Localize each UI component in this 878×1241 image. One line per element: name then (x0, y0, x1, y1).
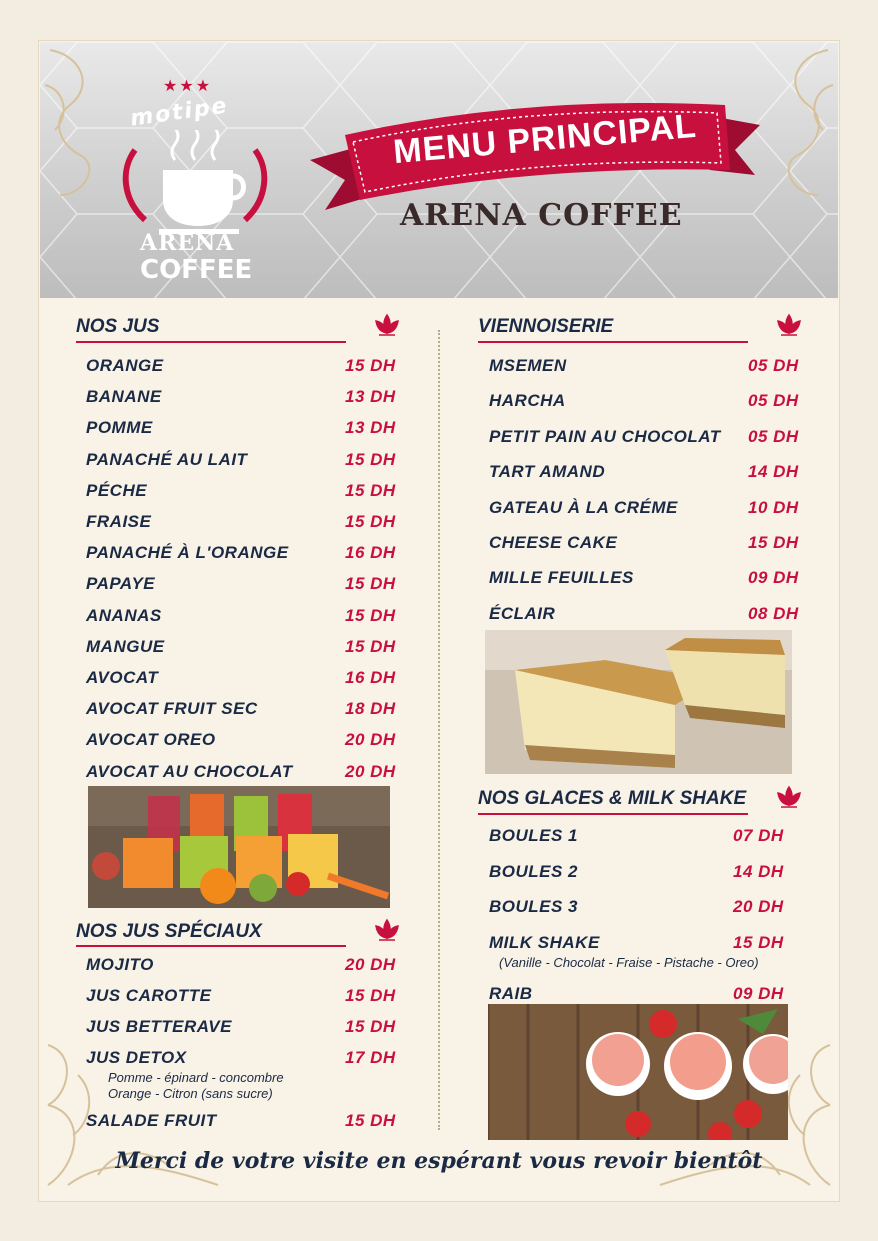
menu-item-price: 15 DH (345, 480, 396, 500)
menu-item-name: PAPAYE (86, 574, 156, 594)
page-title: MENU PRINCIPAL (391, 106, 699, 172)
lotus-icon (374, 918, 400, 942)
menu-item-note: Orange - Citron (sans sucre) (108, 1086, 273, 1101)
menu-item-price: 15 DH (733, 932, 784, 952)
menu-item-name: AVOCAT AU CHOCOLAT (86, 761, 293, 781)
menu-item-name: PETIT PAIN AU CHOCOLAT (489, 426, 721, 446)
menu-item-price: 15 DH (345, 574, 396, 594)
section-title-viennoiserie: VIENNOISERIE (478, 316, 614, 337)
cheesecake-photo (485, 630, 792, 774)
menu-item-price: 20 DH (733, 897, 784, 916)
menu-item-price: 20 DH (345, 955, 396, 974)
menu-item-name: MOJITO (86, 955, 154, 974)
menu-item-name: CHEESE CAKE (489, 533, 618, 552)
logo-word-arena: ARENA (140, 230, 235, 256)
lotus-icon (776, 313, 802, 337)
menu-item-price: 20 DH (345, 730, 396, 750)
menu-item-name: GATEAU À LA CRÉME (489, 497, 678, 517)
menu-item-name: SALADE FRUIT (86, 1111, 217, 1130)
menu-item-name: BOULES 2 (489, 861, 579, 881)
menu-item-name: JUS CAROTTE (86, 986, 212, 1005)
logo-top-text: motipe (128, 93, 231, 132)
section-title-nos-jus-speciaux: NOS JUS SPÉCIAUX (76, 921, 262, 942)
logo (115, 70, 275, 290)
menu-item-name: MILLE FEUILLES (489, 568, 634, 588)
menu-item-price: 15 DH (345, 1017, 396, 1036)
column-divider (438, 330, 440, 1130)
menu-item-price: 13 DH (345, 418, 396, 438)
lotus-icon (776, 785, 802, 809)
menu-item-price: 16 DH (345, 543, 396, 563)
menu-item-price: 05 DH (748, 356, 799, 375)
menu-item-name: BOULES 1 (489, 826, 579, 845)
section-title-nos-jus: NOS JUS (76, 316, 160, 337)
menu-item-price: 10 DH (748, 497, 799, 517)
menu-item-name: POMME (86, 418, 153, 438)
lotus-icon (374, 313, 400, 337)
menu-item-name: MILK SHAKE (489, 932, 600, 952)
menu-item-price: 15 DH (345, 356, 396, 375)
menu-item-name: ANANAS (86, 605, 162, 625)
menu-item-name: BANANE (86, 387, 162, 407)
menu-item-name: AVOCAT FRUIT SEC (86, 699, 258, 719)
logo-stars: ★★★ (163, 76, 213, 95)
menu-item-name: BOULES 3 (489, 897, 579, 916)
menu-item-name: PANACHÉ À L'ORANGE (86, 543, 289, 563)
menu-item-name: HARCHA (489, 391, 566, 411)
menu-item-note: (Vanille - Chocolat - Fraise - Pistache - Oreo) (499, 954, 759, 970)
juices-photo (88, 786, 390, 908)
section-title-glaces: NOS GLACES & MILK SHAKE (478, 788, 747, 809)
menu-item-name: FRAISE (86, 512, 152, 531)
menu-item-price: 17 DH (345, 1048, 396, 1067)
ice-cream-photo (488, 1004, 788, 1140)
menu-item-price: 16 DH (345, 668, 396, 687)
menu-item-name: AVOCAT OREO (86, 730, 216, 750)
menu-item-price: 15 DH (345, 605, 396, 625)
section-underline (76, 341, 346, 343)
menu-item-price: 05 DH (748, 391, 799, 411)
menu-item-price: 07 DH (733, 826, 784, 845)
menu-item-name: JUS DETOX (86, 1048, 187, 1067)
menu-item-price: 13 DH (345, 387, 396, 407)
menu-item-name: RAIB (489, 984, 533, 1003)
menu-item-price: 05 DH (748, 426, 799, 446)
menu-item-price: 15 DH (345, 449, 396, 469)
menu-item-price: 15 DH (345, 512, 396, 531)
menu-item-name: ORANGE (86, 356, 164, 375)
menu-item-name: AVOCAT (86, 668, 159, 687)
menu-item-name: ÉCLAIR (489, 603, 556, 623)
menu-item-price: 15 DH (345, 986, 396, 1005)
menu-item-price: 14 DH (748, 462, 799, 482)
section-underline (478, 341, 748, 343)
menu-item-note: Pomme - épinard - concombre (108, 1070, 284, 1085)
menu-item-price: 15 DH (748, 533, 799, 552)
menu-item-price: 15 DH (345, 636, 396, 656)
ornament-top-left (40, 45, 110, 205)
section-underline (76, 945, 346, 947)
logo-word-coffee: COFFEE (140, 255, 253, 285)
menu-item-name: JUS BETTERAVE (86, 1017, 232, 1036)
ornament-top-right (768, 45, 838, 205)
menu-item-price: 18 DH (345, 699, 396, 719)
menu-item-price: 20 DH (345, 761, 396, 781)
menu-item-price: 15 DH (345, 1111, 396, 1130)
menu-item-price: 14 DH (733, 861, 784, 881)
menu-item-name: MANGUE (86, 636, 165, 656)
footer-message: Merci de votre visite en espérant vous revoir bientôt (115, 1148, 763, 1174)
coffee-cup-icon (115, 130, 275, 240)
menu-item-name: TART AMAND (489, 462, 606, 482)
menu-item-name: PANACHÉ AU LAIT (86, 449, 248, 469)
menu-item-price: 08 DH (748, 603, 799, 623)
menu-item-name: MSEMEN (489, 356, 567, 375)
menu-item-price: 09 DH (748, 568, 799, 588)
page-subtitle: ARENA COFFEE (400, 198, 683, 233)
section-underline (478, 813, 748, 815)
menu-item-price: 09 DH (733, 984, 784, 1003)
menu-item-name: PÉCHE (86, 480, 148, 500)
